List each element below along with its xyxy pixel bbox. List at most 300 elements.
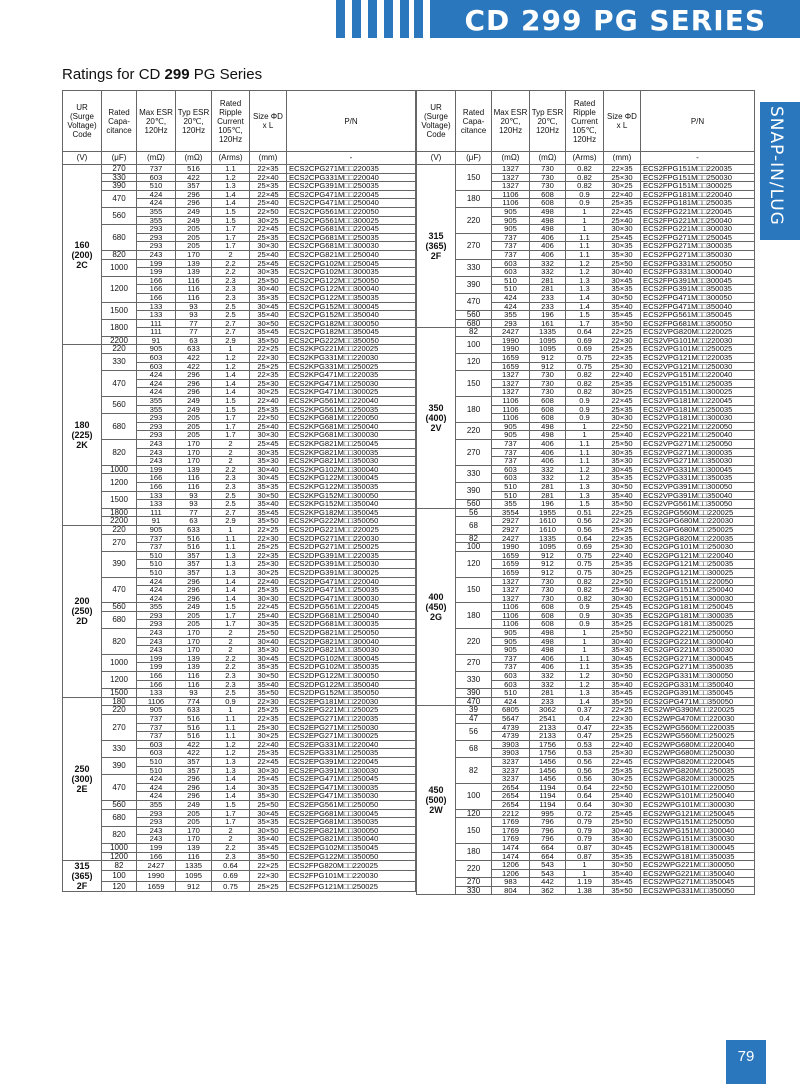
part-number-cell: ECS2EPG271M□□300025 xyxy=(287,732,416,741)
size-cell: 35×50 xyxy=(250,517,287,526)
ripple-cell: 0.47 xyxy=(566,732,604,741)
ripple-cell: 0.64 xyxy=(566,800,604,809)
typ-esr-cell: 332 xyxy=(530,672,566,681)
banner-stripe xyxy=(336,0,345,38)
typ-esr-cell: 1194 xyxy=(530,783,566,792)
table-row xyxy=(63,190,416,199)
size-cell: 22×40 xyxy=(250,173,287,182)
capacitance-cell: 180 xyxy=(456,843,492,860)
ripple-cell: 1.3 xyxy=(566,482,604,491)
max-esr-cell: 737 xyxy=(137,732,176,741)
typ-esr-cell: 161 xyxy=(530,319,566,328)
size-cell: 25×35 xyxy=(604,560,641,569)
max-esr-cell: 424 xyxy=(137,586,176,595)
part-number-cell: ECS2CPG681M□□220045 xyxy=(287,225,416,234)
table-row xyxy=(417,697,755,706)
size-cell: 35×35 xyxy=(250,663,287,672)
ripple-cell: 0.69 xyxy=(566,336,604,345)
size-cell: 25×30 xyxy=(604,173,641,182)
size-cell: 35×45 xyxy=(250,328,287,337)
table-row xyxy=(417,465,755,474)
max-esr-cell: 510 xyxy=(492,276,530,285)
ripple-cell: 1.38 xyxy=(566,886,604,895)
max-esr-cell: 905 xyxy=(492,207,530,216)
max-esr-cell: 6805 xyxy=(492,706,530,715)
size-cell: 25×45 xyxy=(604,603,641,612)
table-row xyxy=(63,843,416,852)
max-esr-cell: 111 xyxy=(137,508,176,517)
max-esr-cell: 293 xyxy=(137,818,176,827)
header-row xyxy=(417,91,755,152)
size-cell: 22×30 xyxy=(250,871,287,881)
typ-esr-cell: 296 xyxy=(176,388,212,397)
ripple-cell: 2.3 xyxy=(212,852,250,861)
part-number-cell: ECS2EPG821M□□350040 xyxy=(287,835,416,844)
typ-esr-cell: 233 xyxy=(530,697,566,706)
typ-esr-cell: 608 xyxy=(530,603,566,612)
max-esr-cell: 355 xyxy=(137,603,176,612)
capacitance-cell: 470 xyxy=(456,293,492,310)
ripple-cell: 0.53 xyxy=(566,749,604,758)
part-number-cell: ECS2DPG471M□□300030 xyxy=(287,594,416,603)
typ-esr-cell: 205 xyxy=(176,818,212,827)
max-esr-cell: 603 xyxy=(137,740,176,749)
part-number-cell: ECS2VPG151M□□250035 xyxy=(641,379,755,388)
size-cell: 30×25 xyxy=(604,568,641,577)
size-cell: 25×45 xyxy=(250,259,287,268)
size-cell: 30×35 xyxy=(604,242,641,251)
max-esr-cell: 1990 xyxy=(137,871,176,881)
max-esr-cell: 1769 xyxy=(492,818,530,827)
part-number-cell: ECS2DPG681M□□250040 xyxy=(287,611,416,620)
unit-pn: - xyxy=(287,152,416,165)
ripple-cell: 1.2 xyxy=(212,749,250,758)
typ-esr-cell: 1756 xyxy=(530,740,566,749)
part-number-cell: ECS2FPG331M□□250050 xyxy=(641,259,755,268)
part-number-cell: ECS2FPG121M□□250025 xyxy=(287,881,416,891)
part-number-cell: ECS2DPG681M□□300035 xyxy=(287,620,416,629)
typ-esr-cell: 406 xyxy=(530,233,566,242)
ripple-cell: 1.5 xyxy=(566,311,604,320)
max-esr-cell: 737 xyxy=(137,543,176,552)
capacitance-cell: 1800 xyxy=(102,508,137,517)
capacitance-cell: 82 xyxy=(102,861,137,871)
unit-voltage: (V) xyxy=(63,152,102,165)
capacitance-cell: 330 xyxy=(456,465,492,482)
typ-esr-cell: 116 xyxy=(176,852,212,861)
max-esr-cell: 510 xyxy=(492,491,530,500)
size-cell: 25×30 xyxy=(604,362,641,371)
ripple-cell: 1.2 xyxy=(212,354,250,363)
ripple-cell: 1.1 xyxy=(566,242,604,251)
typ-esr-cell: 249 xyxy=(176,207,212,216)
max-esr-cell: 243 xyxy=(137,250,176,259)
header-surge-code: (Surge Voltage) Code xyxy=(421,112,451,139)
table-row xyxy=(63,414,416,423)
part-number-cell: ECS2EPG681M□□350035 xyxy=(287,818,416,827)
header-capacitance: Rated Capa-citance xyxy=(102,91,137,152)
size-cell: 35×50 xyxy=(604,697,641,706)
capacitance-cell: 220 xyxy=(456,861,492,878)
capacitance-cell: 56 xyxy=(456,508,492,517)
part-number-cell: ECS2KPG102M□□300040 xyxy=(287,465,416,474)
max-esr-cell: 355 xyxy=(137,216,176,225)
ripple-cell: 0.82 xyxy=(566,371,604,380)
typ-esr-cell: 406 xyxy=(530,242,566,251)
size-cell: 35×30 xyxy=(250,792,287,801)
max-esr-cell: 510 xyxy=(492,482,530,491)
max-esr-cell: 905 xyxy=(492,637,530,646)
max-esr-cell: 3237 xyxy=(492,766,530,775)
size-cell: 30×35 xyxy=(250,448,287,457)
max-esr-cell: 737 xyxy=(492,440,530,449)
voltage-code: 315 (365) 2F xyxy=(63,861,102,892)
ripple-cell: 0.82 xyxy=(566,165,604,174)
voltage-code: 400 (450) 2G xyxy=(417,508,456,706)
size-cell: 35×50 xyxy=(250,852,287,861)
typ-esr-cell: 516 xyxy=(176,534,212,543)
typ-esr-cell: 912 xyxy=(176,881,212,891)
ripple-cell: 1 xyxy=(566,869,604,878)
typ-esr-cell: 249 xyxy=(176,800,212,809)
size-cell: 25×50 xyxy=(250,276,287,285)
size-cell: 25×25 xyxy=(250,706,287,715)
size-cell: 25×30 xyxy=(250,560,287,569)
max-esr-cell: 243 xyxy=(137,835,176,844)
typ-esr-cell: 170 xyxy=(176,440,212,449)
table-row xyxy=(417,233,755,242)
capacitance-cell: 100 xyxy=(102,871,137,881)
part-number-cell: ECS2GPG271M□□300045 xyxy=(641,654,755,663)
capacitance-cell: 1000 xyxy=(102,843,137,852)
part-number-cell: ECS2KPG471M□□300025 xyxy=(287,388,416,397)
max-esr-cell: 905 xyxy=(137,345,176,354)
capacitance-cell: 270 xyxy=(456,440,492,466)
max-esr-cell: 1327 xyxy=(492,173,530,182)
part-number-cell: ECS2CPG122M□□350035 xyxy=(287,293,416,302)
typ-esr-cell: 77 xyxy=(176,319,212,328)
ripple-cell: 0.9 xyxy=(566,620,604,629)
ripple-cell: 1.4 xyxy=(566,293,604,302)
ripple-cell: 1.4 xyxy=(212,792,250,801)
typ-esr-cell: 296 xyxy=(176,190,212,199)
unit-max-esr: (mΩ) xyxy=(137,152,176,165)
max-esr-cell: 424 xyxy=(137,792,176,801)
size-cell: 25×35 xyxy=(250,182,287,191)
part-number-cell: ECS2KPG182M□□350045 xyxy=(287,508,416,517)
ripple-cell: 1 xyxy=(212,345,250,354)
size-cell: 30×35 xyxy=(604,611,641,620)
ripple-cell: 2.2 xyxy=(212,843,250,852)
part-number-cell: ECS2KPG681M□□300030 xyxy=(287,431,416,440)
ripple-cell: 2.3 xyxy=(212,293,250,302)
typ-esr-cell: 1095 xyxy=(530,336,566,345)
capacitance-cell: 330 xyxy=(456,259,492,276)
size-cell: 22×25 xyxy=(604,328,641,337)
max-esr-cell: 111 xyxy=(137,319,176,328)
max-esr-cell: 91 xyxy=(137,336,176,345)
part-number-cell: ECS2GPG121M□□300025 xyxy=(641,568,755,577)
units-row xyxy=(417,152,755,165)
max-esr-cell: 133 xyxy=(137,689,176,698)
typ-esr-cell: 77 xyxy=(176,328,212,337)
table-row xyxy=(417,336,755,345)
header-typ-esr: Typ ESR 20℃, 120Hz xyxy=(176,91,212,152)
capacitance-cell: 560 xyxy=(102,800,137,809)
ripple-cell: 0.53 xyxy=(566,740,604,749)
max-esr-cell: 510 xyxy=(492,285,530,294)
typ-esr-cell: 1335 xyxy=(176,861,212,871)
table-row xyxy=(417,878,755,887)
typ-esr-cell: 296 xyxy=(176,792,212,801)
capacitance-cell: 560 xyxy=(456,500,492,509)
size-cell: 22×40 xyxy=(604,740,641,749)
table-row xyxy=(417,165,755,174)
size-cell: 22×35 xyxy=(604,534,641,543)
max-esr-cell: 1990 xyxy=(492,345,530,354)
header-max-esr: Max ESR 20℃, 120Hz xyxy=(492,91,530,152)
max-esr-cell: 133 xyxy=(137,491,176,500)
max-esr-cell: 243 xyxy=(137,637,176,646)
max-esr-cell: 166 xyxy=(137,482,176,491)
ripple-cell: 1.7 xyxy=(212,422,250,431)
voltage-code: 450 (500) 2W xyxy=(417,706,456,895)
size-cell: 35×50 xyxy=(250,336,287,345)
part-number-cell: ECS2CPG122M□□250050 xyxy=(287,276,416,285)
max-esr-cell: 424 xyxy=(137,379,176,388)
max-esr-cell: 199 xyxy=(137,259,176,268)
size-cell: 35×30 xyxy=(250,457,287,466)
ripple-cell: 1.5 xyxy=(212,800,250,809)
part-number-cell: ECS2GPG331M□□300050 xyxy=(641,672,755,681)
part-number-cell: ECS2DPG152M□□350050 xyxy=(287,689,416,698)
max-esr-cell: 603 xyxy=(492,672,530,681)
size-cell: 22×35 xyxy=(250,165,287,174)
size-cell: 25×35 xyxy=(250,233,287,242)
max-esr-cell: 737 xyxy=(492,663,530,672)
part-number-cell: ECS2GPG271M□□350035 xyxy=(641,663,755,672)
size-cell: 22×50 xyxy=(250,207,287,216)
max-esr-cell: 243 xyxy=(137,629,176,638)
part-number-cell: ECS2DPG821M□□250050 xyxy=(287,629,416,638)
table-row xyxy=(417,371,755,380)
typ-esr-cell: 116 xyxy=(176,672,212,681)
ripple-cell: 0.9 xyxy=(566,405,604,414)
ripple-cell: 1 xyxy=(212,525,250,534)
unit-pn: - xyxy=(641,152,755,165)
ripple-cell: 1 xyxy=(566,431,604,440)
typ-esr-cell: 233 xyxy=(530,302,566,311)
capacitance-cell: 470 xyxy=(102,577,137,603)
typ-esr-cell: 93 xyxy=(176,302,212,311)
typ-esr-cell: 730 xyxy=(530,577,566,586)
table-row xyxy=(63,852,416,861)
part-number-cell: ECS2VPG561M□□350050 xyxy=(641,500,755,509)
size-cell: 35×35 xyxy=(604,474,641,483)
part-number-cell: ECS2VPG151M□□220040 xyxy=(641,371,755,380)
capacitance-cell: 120 xyxy=(456,551,492,577)
ripple-cell: 2 xyxy=(212,637,250,646)
ripple-cell: 0.82 xyxy=(566,594,604,603)
table-row xyxy=(417,319,755,328)
ripple-cell: 1.1 xyxy=(212,543,250,552)
typ-esr-cell: 116 xyxy=(176,276,212,285)
size-cell: 30×30 xyxy=(604,225,641,234)
part-number-cell: ECS2EPG391M□□220045 xyxy=(287,757,416,766)
max-esr-cell: 355 xyxy=(137,207,176,216)
typ-esr-cell: 730 xyxy=(530,388,566,397)
max-esr-cell: 510 xyxy=(137,757,176,766)
capacitance-cell: 180 xyxy=(456,603,492,629)
typ-esr-cell: 608 xyxy=(530,405,566,414)
part-number-cell: ECS2FPG221M□□300030 xyxy=(641,225,755,234)
unit-ripple: (Arms) xyxy=(212,152,250,165)
part-number-cell: ECS2GPG181M□□350025 xyxy=(641,620,755,629)
size-cell: 25×40 xyxy=(604,586,641,595)
table-row xyxy=(63,250,416,259)
part-number-cell: ECS2KPG561M□□220040 xyxy=(287,397,416,406)
max-esr-cell: 905 xyxy=(137,525,176,534)
typ-esr-cell: 205 xyxy=(176,242,212,251)
max-esr-cell: 424 xyxy=(137,594,176,603)
part-number-cell: ECS2WPG271M□□350045 xyxy=(641,878,755,887)
max-esr-cell: 1474 xyxy=(492,843,530,852)
table-row xyxy=(63,276,416,285)
table-row xyxy=(417,551,755,560)
capacitance-cell: 470 xyxy=(102,190,137,207)
ripple-cell: 1.2 xyxy=(566,672,604,681)
table-row xyxy=(417,440,755,449)
typ-esr-cell: 1194 xyxy=(530,800,566,809)
max-esr-cell: 510 xyxy=(137,568,176,577)
table-row xyxy=(63,345,416,354)
ripple-cell: 1.1 xyxy=(212,165,250,174)
ripple-cell: 0.79 xyxy=(566,826,604,835)
size-cell: 25×30 xyxy=(250,379,287,388)
part-number-cell: ECS2KPG471M□□250030 xyxy=(287,379,416,388)
size-cell: 25×50 xyxy=(604,629,641,638)
size-cell: 22×50 xyxy=(250,414,287,423)
size-cell: 30×30 xyxy=(250,242,287,251)
typ-esr-cell: 498 xyxy=(530,207,566,216)
typ-esr-cell: 170 xyxy=(176,637,212,646)
table-row xyxy=(63,809,416,818)
ripple-cell: 1.1 xyxy=(566,457,604,466)
size-cell: 22×35 xyxy=(604,354,641,363)
header-surge-code: (Surge Voltage) Code xyxy=(67,112,97,139)
max-esr-cell: 1769 xyxy=(492,835,530,844)
max-esr-cell: 1206 xyxy=(492,861,530,870)
table-row xyxy=(63,861,416,871)
typ-esr-cell: 116 xyxy=(176,474,212,483)
part-number-cell: ECS2GPG151M□□220050 xyxy=(641,577,755,586)
typ-esr-cell: 516 xyxy=(176,543,212,552)
max-esr-cell: 1659 xyxy=(492,362,530,371)
table-row xyxy=(63,354,416,363)
heading-bold: 299 xyxy=(164,66,190,83)
part-number-cell: ECS2VPG151M□□300025 xyxy=(641,388,755,397)
ripple-cell: 1 xyxy=(566,225,604,234)
typ-esr-cell: 406 xyxy=(530,654,566,663)
size-cell: 30×45 xyxy=(250,302,287,311)
typ-esr-cell: 116 xyxy=(176,285,212,294)
part-number-cell: ECS2WPG560M□□250025 xyxy=(641,732,755,741)
capacitance-cell: 680 xyxy=(456,319,492,328)
size-cell: 25×40 xyxy=(604,216,641,225)
ripple-cell: 1.7 xyxy=(566,319,604,328)
capacitance-cell: 270 xyxy=(102,715,137,741)
ripple-cell: 0.69 xyxy=(566,543,604,552)
part-number-cell: ECS2GPG121M□□250035 xyxy=(641,560,755,569)
ripple-cell: 1.5 xyxy=(212,216,250,225)
size-cell: 30×40 xyxy=(604,826,641,835)
part-number-cell: ECS2CPG182M□□350045 xyxy=(287,328,416,337)
typ-esr-cell: 498 xyxy=(530,225,566,234)
table-row xyxy=(417,715,755,724)
table-row xyxy=(417,672,755,681)
ripple-cell: 1.19 xyxy=(566,878,604,887)
voltage-code: 250 (300) 2E xyxy=(63,697,102,860)
max-esr-cell: 293 xyxy=(137,422,176,431)
table-row xyxy=(63,611,416,620)
typ-esr-cell: 205 xyxy=(176,414,212,423)
part-number-cell: ECS2EPG681M□□300045 xyxy=(287,809,416,818)
voltage-code: 160 (200) 2C xyxy=(63,165,102,345)
size-cell: 25×40 xyxy=(250,611,287,620)
part-number-cell: ECS2FPG151M□□300025 xyxy=(641,182,755,191)
ripple-cell: 1.4 xyxy=(566,697,604,706)
max-esr-cell: 243 xyxy=(137,826,176,835)
size-cell: 35×30 xyxy=(604,646,641,655)
max-esr-cell: 1327 xyxy=(492,594,530,603)
part-number-cell: ECS2DPG391M□□220035 xyxy=(287,551,416,560)
ripple-cell: 1.1 xyxy=(566,440,604,449)
ratings-table-left xyxy=(62,90,416,892)
capacitance-cell: 220 xyxy=(456,207,492,233)
max-esr-cell: 1327 xyxy=(492,165,530,174)
size-cell: 35×45 xyxy=(250,843,287,852)
table-row xyxy=(417,508,755,517)
ripple-cell: 1 xyxy=(566,216,604,225)
typ-esr-cell: 93 xyxy=(176,689,212,698)
typ-esr-cell: 170 xyxy=(176,629,212,638)
ripple-cell: 1.1 xyxy=(566,448,604,457)
typ-esr-cell: 1335 xyxy=(530,534,566,543)
table-row xyxy=(417,500,755,509)
capacitance-cell: 100 xyxy=(456,543,492,552)
typ-esr-cell: 296 xyxy=(176,379,212,388)
table-row xyxy=(63,654,416,663)
table-row xyxy=(417,577,755,586)
part-number-cell: ECS2WPG221M□□300050 xyxy=(641,861,755,870)
capacitance-cell: 150 xyxy=(456,818,492,844)
typ-esr-cell: 516 xyxy=(176,165,212,174)
ripple-cell: 0.9 xyxy=(566,190,604,199)
ripple-cell: 2.5 xyxy=(212,302,250,311)
size-cell: 30×25 xyxy=(250,388,287,397)
max-esr-cell: 1769 xyxy=(492,826,530,835)
max-esr-cell: 1327 xyxy=(492,379,530,388)
capacitance-cell: 1000 xyxy=(102,259,137,276)
size-cell: 22×30 xyxy=(604,715,641,724)
ripple-cell: 1.2 xyxy=(566,268,604,277)
ripple-cell: 0.9 xyxy=(566,199,604,208)
ripple-cell: 1.1 xyxy=(566,654,604,663)
max-esr-cell: 2654 xyxy=(492,783,530,792)
header-ripple: Rated Ripple Current 105℃, 120Hz xyxy=(566,91,604,152)
max-esr-cell: 737 xyxy=(137,723,176,732)
typ-esr-cell: 116 xyxy=(176,482,212,491)
